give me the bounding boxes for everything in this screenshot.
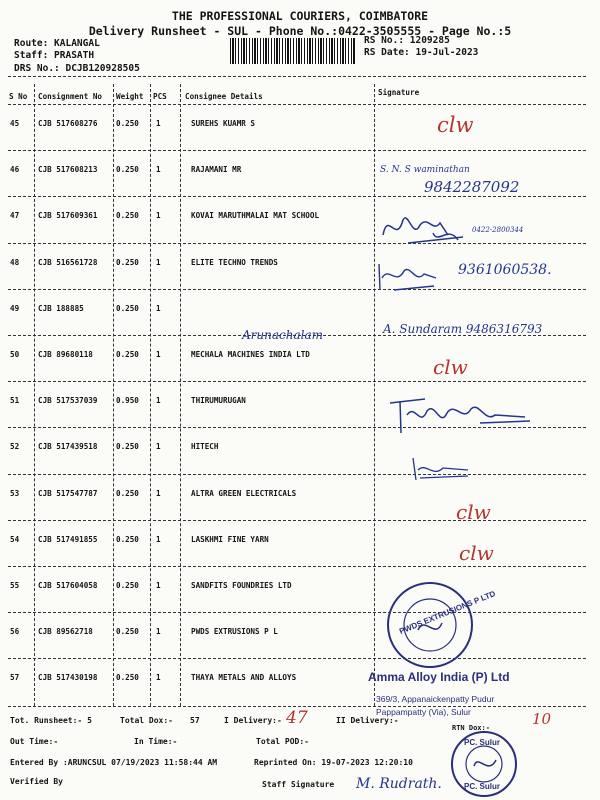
col-header-signature: Signature bbox=[378, 88, 420, 97]
row-consignee: THAYA METALS AND ALLOYS bbox=[191, 673, 297, 683]
row-divider bbox=[8, 243, 586, 244]
row-consignment-no: CJB 517608213 bbox=[38, 165, 98, 175]
company-stamp-name: Amma Alloy India (P) Ltd bbox=[368, 670, 510, 684]
row-pcs: 1 bbox=[156, 534, 161, 544]
row-pcs: 1 bbox=[156, 581, 161, 590]
out-time-label: Out Time:- bbox=[10, 737, 59, 746]
handwritten-clw: clw bbox=[437, 113, 474, 137]
row-weight: 0.250 bbox=[116, 673, 139, 683]
row-divider bbox=[8, 196, 586, 197]
row-sno: 50 bbox=[10, 350, 20, 359]
row-consignee: SUREHS KUAMR S bbox=[191, 119, 256, 128]
col-header-weight: Weight bbox=[116, 92, 144, 101]
row-sno: 57 bbox=[10, 673, 20, 683]
handwritten-clw: clw bbox=[459, 541, 494, 565]
row-consignee: KOVAI MARUTHMALAI MAT SCHOOL bbox=[191, 211, 320, 221]
row-consignment-no: CJB 89562718 bbox=[38, 627, 93, 637]
row-pcs: 1 bbox=[156, 350, 161, 359]
row-sno: 51 bbox=[10, 396, 20, 406]
row-weight: 0.250 bbox=[116, 303, 139, 313]
total-dox-value: 57 bbox=[190, 716, 200, 725]
row-weight: 0.250 bbox=[116, 257, 139, 267]
row-weight: 0.250 bbox=[116, 165, 139, 175]
company-title: THE PROFESSIONAL COURIERS, COIMBATORE bbox=[171, 9, 429, 23]
row-pcs: 1 bbox=[156, 627, 161, 637]
entered-by: Entered By :ARUNCSUL 07/19/2023 11:58:44 AM bbox=[10, 758, 218, 767]
handwritten-clw: clw bbox=[433, 355, 468, 379]
drs-label: DRS No.: DCJB120928505 bbox=[14, 63, 140, 74]
handwritten-phone: 9842287092 bbox=[424, 178, 520, 196]
row-consignee: THIRUMURUGAN bbox=[191, 396, 246, 406]
row-sno: 46 bbox=[10, 165, 20, 175]
row-weight: 0.250 bbox=[116, 534, 139, 544]
handwritten-delivered-count: 47 bbox=[286, 708, 308, 728]
header-rule-top bbox=[8, 76, 586, 77]
footer-rule bbox=[8, 706, 586, 707]
seal-text: PWDS EXTRUSIONS P LTD bbox=[398, 589, 497, 636]
signature-scribble bbox=[385, 393, 535, 438]
row-weight: 0.250 bbox=[116, 119, 139, 128]
handwritten-receiver: A. Sundaram 9486316793 bbox=[383, 322, 543, 336]
col-header-consignee: Consignee Details bbox=[185, 92, 263, 101]
row-sno: 48 bbox=[10, 257, 20, 267]
row-consignment-no: CJB 517430198 bbox=[38, 673, 98, 683]
row-sno: 56 bbox=[10, 627, 20, 637]
row-consignment-no: CJB 517609361 bbox=[38, 211, 98, 221]
row-pcs: 1 bbox=[156, 119, 161, 128]
ii-delivery-label: II Delivery:- bbox=[336, 716, 399, 725]
col-header-consignment: Consignment No bbox=[38, 92, 103, 101]
row-consignment-no: CJB 188885 bbox=[38, 303, 84, 313]
row-divider bbox=[8, 520, 586, 521]
row-consignee: RAJAMANI MR bbox=[191, 165, 242, 175]
row-consignee: PWDS EXTRUSIONS P L bbox=[191, 627, 278, 637]
row-divider bbox=[8, 612, 586, 613]
staff-signature-handwritten: M. Rudrath. bbox=[356, 776, 442, 792]
signature-scribble bbox=[408, 450, 478, 485]
row-consignment-no: CJB 516561728 bbox=[38, 257, 98, 267]
row-pcs: 1 bbox=[156, 303, 161, 313]
i-delivery-label: I Delivery:- bbox=[224, 716, 282, 725]
handwritten-phone: 9361060538. bbox=[458, 262, 552, 278]
row-consignee: SANDFITS FOUNDRIES LTD bbox=[191, 581, 292, 590]
row-consignment-no: CJB 517439518 bbox=[38, 442, 98, 452]
row-consignment-no: CJB 517604058 bbox=[38, 581, 98, 590]
col-header-sno: S No bbox=[9, 92, 28, 101]
row-consignee: MECHALA MACHINES INDIA LTD bbox=[191, 350, 310, 359]
row-pcs: 1 bbox=[156, 488, 161, 498]
barcode bbox=[230, 38, 356, 64]
in-time-label: In Time:- bbox=[134, 737, 178, 746]
row-consignee: ELITE TECHNO TRENDS bbox=[191, 257, 278, 267]
rs-number: RS No.: 1209285 bbox=[364, 35, 450, 46]
row-weight: 0.250 bbox=[116, 442, 139, 452]
row-sno: 54 bbox=[10, 534, 20, 544]
company-stamp-address: Pappampatty (Via), Sulur bbox=[376, 707, 471, 717]
row-divider bbox=[8, 289, 586, 290]
row-sno: 55 bbox=[10, 581, 20, 590]
seal-text: PC. Sulur bbox=[464, 738, 501, 747]
row-weight: 0.250 bbox=[116, 581, 139, 590]
row-consignment-no: CJB 517608276 bbox=[38, 119, 98, 128]
handwritten-clw: clw bbox=[456, 500, 491, 524]
reprinted-on: Reprinted On: 19-07-2023 12:20:10 bbox=[254, 758, 413, 767]
handwritten-name: S. N. S waminathan bbox=[380, 165, 470, 175]
row-divider bbox=[8, 566, 586, 567]
row-sno: 53 bbox=[10, 488, 20, 498]
row-divider bbox=[8, 150, 586, 151]
header-rule-bottom bbox=[8, 104, 586, 105]
staff-signature-label: Staff Signature bbox=[262, 780, 335, 789]
rtn-dox-label: RTN Dox:- bbox=[452, 724, 490, 732]
row-sno: 52 bbox=[10, 442, 20, 452]
row-consignment-no: CJB 517491855 bbox=[38, 534, 98, 544]
row-weight: 0.250 bbox=[116, 350, 139, 359]
row-consignee: LASKHMI FINE YARN bbox=[191, 534, 269, 544]
handwritten-rtn-count: 10 bbox=[532, 710, 552, 728]
company-seal-icon bbox=[380, 575, 480, 675]
row-weight: 0.250 bbox=[116, 488, 139, 498]
row-sno: 45 bbox=[10, 119, 20, 128]
total-runsheet: Tot. Runsheet:- 5 bbox=[10, 716, 92, 725]
row-pcs: 1 bbox=[156, 396, 161, 406]
row-consignment-no: CJB 517547787 bbox=[38, 488, 98, 498]
row-weight: 0.950 bbox=[116, 396, 139, 406]
signature-scribble bbox=[378, 205, 468, 250]
row-pcs: 1 bbox=[156, 442, 161, 452]
row-consignment-no: CJB 517537039 bbox=[38, 396, 98, 406]
row-pcs: 1 bbox=[156, 673, 161, 683]
rs-date: RS Date: 19-Jul-2023 bbox=[364, 47, 479, 58]
route-label: Route: KALANGAL bbox=[14, 38, 100, 49]
row-divider bbox=[8, 658, 586, 659]
handwritten-name: Arunachalam bbox=[242, 328, 323, 342]
row-consignment-no: CJB 89680118 bbox=[38, 350, 93, 359]
company-stamp-address: 369/3, Appanaickenpatty Pudur bbox=[376, 694, 495, 704]
col-header-pcs: PCS bbox=[153, 92, 167, 101]
row-sno: 49 bbox=[10, 303, 20, 313]
total-pod-label: Total POD:- bbox=[256, 737, 309, 746]
runsheet-subtitle: Delivery Runsheet - SUL - Phone No.:0422-3505555 - Page No.:5 bbox=[88, 24, 512, 38]
seal-text: PC. Sulur bbox=[464, 782, 501, 791]
row-sno: 47 bbox=[10, 211, 20, 221]
row-divider bbox=[8, 474, 586, 475]
verified-by-label: Verified By bbox=[10, 777, 63, 786]
row-divider bbox=[8, 381, 586, 382]
row-weight: 0.250 bbox=[116, 627, 139, 637]
row-weight: 0.250 bbox=[116, 211, 139, 221]
row-pcs: 1 bbox=[156, 211, 161, 221]
staff-label: Staff: PRASATH bbox=[14, 50, 95, 61]
handwritten-phone: 0422-2800344 bbox=[472, 226, 524, 234]
total-dox-label: Total Dox:- bbox=[120, 716, 173, 725]
row-consignee: ALTRA GREEN ELECTRICALS bbox=[191, 488, 297, 498]
signature-scribble bbox=[374, 256, 444, 296]
row-pcs: 1 bbox=[156, 165, 161, 175]
row-pcs: 1 bbox=[156, 257, 161, 267]
row-consignee: HITECH bbox=[191, 442, 219, 452]
